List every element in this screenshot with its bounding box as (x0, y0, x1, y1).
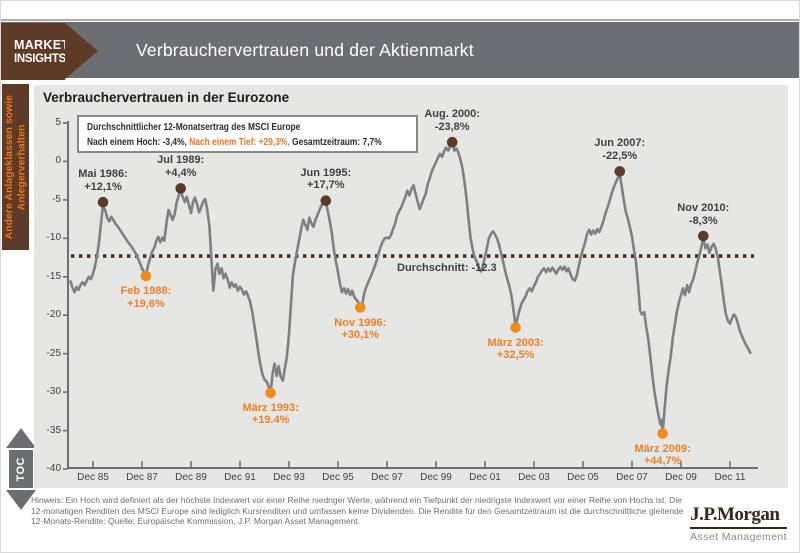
confidence-line (71, 142, 751, 433)
y-tick-label: -40 (46, 463, 61, 474)
marker-return: -22,5% (602, 149, 638, 162)
x-tick-label: Dec 89 (175, 472, 207, 483)
marker-date: Feb 1988: (120, 285, 172, 297)
marker-return: +44,7% (643, 455, 682, 468)
peak-marker (321, 195, 332, 206)
footnote: Hinweis: Ein Hoch wird definiert als der höchste Indexwert vor einer Reihe niedriger Werte, während ein Tiefpunkt der niedrigste Indexwert vor einer Reihe von Hochs ist. Die 12-monatigen Renditen des MSCI Europe sind lediglich Kursrenditen und umfassen keine Dividenden. Die Rendite für den Gesamtzeitraum ist die durchschnittliche gleitende 12-Monats-Rendite: Quelle: Europäische Kommission, J.P. Morgan Asset Management. (31, 495, 684, 527)
x-tick-label: Dec 99 (420, 472, 452, 483)
marker-return: +17,7% (306, 179, 345, 192)
marker-return: +19.4% (251, 414, 290, 427)
marker-date: Nov 1996: (334, 316, 387, 329)
marker-return: +32,5% (496, 349, 535, 362)
marker-return: +12,1% (84, 180, 122, 193)
trough-marker (510, 322, 521, 333)
x-tick-label: Dec 93 (273, 472, 305, 483)
trough-marker (265, 388, 276, 399)
x-tick-label: Dec 11 (714, 472, 746, 483)
y-tick-label: 0 (55, 155, 61, 167)
toc-label: TOC (15, 456, 27, 482)
marker-date: Mai 1986: (78, 168, 128, 181)
average-line-label: Durchschnitt: -12.3 (397, 262, 497, 274)
x-tick-label: Dec 95 (322, 472, 354, 483)
brand-line-1: MARKET (14, 37, 70, 52)
peak-marker (615, 166, 626, 177)
asset-management-label: Asset Management (690, 531, 787, 543)
y-tick-label: -20 (46, 309, 61, 321)
marker-return: -8,3% (688, 214, 718, 227)
peak-marker (447, 137, 458, 148)
trough-marker (355, 302, 366, 313)
x-tick-label: Dec 09 (665, 472, 697, 483)
marker-date: März 2003: (487, 336, 544, 349)
marker-return: +30,1% (341, 329, 380, 342)
marker-date: Aug. 2000: (424, 108, 480, 121)
peak-marker (698, 231, 709, 242)
chart-title: Verbrauchervertrauen in der Eurozone (43, 90, 290, 105)
legend-tief-value: Nach einem Tief: +29,3%, (186, 136, 290, 148)
x-tick-label: Dec 97 (371, 472, 403, 483)
legend-box (77, 115, 418, 153)
jpmorgan-wordmark: J.P.Morgan (690, 504, 787, 529)
x-tick-label: Dec 85 (77, 472, 109, 483)
page-title: Verbrauchervertrauen und der Aktienmarkt (136, 39, 474, 60)
x-tick-label: Dec 91 (224, 472, 256, 483)
brand-line-2: INSIGHTS (14, 52, 66, 65)
y-tick-label: 5 (55, 117, 61, 128)
peak-marker (98, 197, 109, 208)
x-tick-label: Dec 01 (469, 472, 501, 483)
y-tick-label: -15 (46, 270, 61, 282)
x-tick-label: Dec 05 (567, 472, 599, 483)
legend-title: Durchschnittlicher 12-Monatsertrag des MSCI Europe (87, 121, 301, 133)
legend-values (87, 135, 382, 150)
peak-marker (175, 183, 186, 194)
trough-marker (141, 271, 152, 282)
y-tick-label: -10 (46, 232, 61, 244)
x-tick-label: Dec 03 (518, 472, 550, 483)
marker-return: +4,4% (164, 166, 197, 179)
jpmorgan-logo (690, 504, 787, 543)
marker-date: Jun 2007: (594, 137, 646, 150)
y-tick-label: -35 (46, 424, 61, 436)
marker-date: Jun 1995: (300, 166, 352, 179)
y-tick-label: -30 (46, 386, 61, 398)
section-tab-line-1: Andere Anlageklassen sowie (3, 94, 15, 240)
marker-date: März 2009: (634, 442, 691, 455)
marker-date: Jul 1989: (157, 154, 205, 167)
legend-hoch-value: Nach einem Hoch: -3,4%, (87, 136, 187, 148)
marker-return: +19,6% (127, 297, 165, 310)
trough-marker (657, 428, 668, 439)
x-tick-label: Dec 87 (126, 472, 158, 483)
legend-gesamt-value: Gesamtzeitraum: 7,7% (289, 136, 382, 148)
y-tick-label: -25 (46, 347, 61, 359)
marker-return: -23,8% (434, 120, 470, 133)
confidence-chart (1, 1, 800, 553)
marker-date: Nov 2010: (677, 202, 730, 215)
section-tab-line-2: Anlegerverhalten (15, 124, 28, 210)
x-tick-label: Dec 07 (616, 472, 648, 483)
y-tick-label: -5 (52, 193, 61, 205)
marker-date: März 1993: (242, 401, 299, 414)
